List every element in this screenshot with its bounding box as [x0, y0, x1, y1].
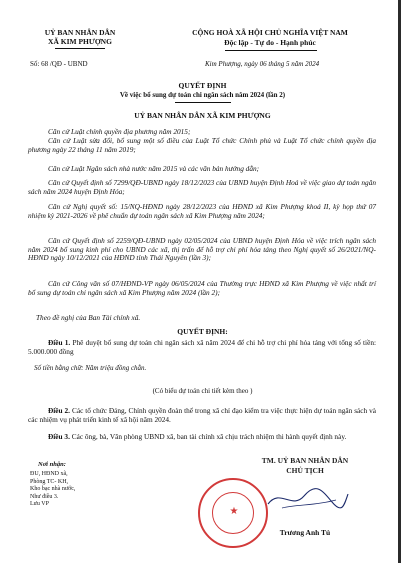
nation-name: CỘNG HOÀ XÃ HỘI CHỦ NGHĨA VIỆT NAM [192, 28, 348, 37]
signature-line1: TM. UỶ BAN NHÂN DÂN [261, 456, 349, 465]
issuing-authority: UỶ BAN NHÂN DÂN XÃ KIM PHƯỢNG [134, 111, 271, 120]
legal-basis: Căn cứ Quyết định số 7299/QĐ-UBND ngày 18/12/2023 của UBND huyện Định Hoá về việc giao dự toán ngân sách năm 2024 huyện Định Hóa; [28, 178, 376, 196]
legal-basis: Theo đề nghị của Ban Tài chính xã. [36, 313, 141, 322]
legal-basis: Căn cứ Luật Ngân sách nhà nước năm 2015 và các văn bản hướng dẫn; [48, 164, 260, 173]
recipients-title: Nơi nhận: [38, 461, 66, 468]
agency-underline [55, 48, 105, 49]
article-1 [28, 339, 376, 356]
document-type: QUYẾT ĐỊNH [178, 81, 227, 90]
document-subject: Về việc bổ sung dự toán chi ngân sách năm 2024 (lần 2) [119, 91, 286, 99]
legal-basis: Căn cứ Quyết định số 2259/QĐ-UBND ngày 02/05/2024 của UBND huyện Định Hóa về việc trích ngân sách năm 2024 bổ sung kinh phí cho UBND các xã, thị trấn để hỗ trợ chi phí hỏa táng theo Nghị quyết số 26/2021/NQ-HĐND ngày 10/12/2021 của HĐND tỉnh Thái Nguyên (lần 3); [28, 236, 376, 263]
legal-basis: Căn cứ Công văn số 07/HĐND-VP ngày 06/05/2024 của Thường trực HĐND xã Kim Phượng về việc nhất trí bổ sung dự toán chi ngân sách xã Kim Phượng năm 2024 (lần 2); [28, 279, 376, 297]
article-3-label: Điều 3. [48, 432, 70, 441]
recipient-item: Kho bạc nhà nước, [30, 486, 76, 492]
article-2 [28, 407, 376, 424]
article-2-label: Điều 2. [48, 406, 71, 415]
recipient-item: Phòng TC- KH, [30, 478, 69, 485]
document-number: Số: 68 /QĐ - UBND [30, 60, 88, 68]
article-1-label: Điều 1. [48, 338, 71, 347]
legal-basis: Căn cứ Luật sửa đổi, bổ sung một số điều của Luật Tổ chức Chính phủ và Luật Tổ chức chính quyền địa phương ngày 22 tháng 11 năm 2019; [28, 136, 376, 154]
subject-underline [175, 102, 231, 103]
place-date: Kim Phượng, ngày 06 tháng 5 năm 2024 [205, 60, 320, 68]
signer-name: Trương Anh Tú [279, 528, 331, 537]
recipient-item: Như điều 3. [30, 493, 59, 500]
amount-in-words: Số tiền bằng chữ: Năm triệu đồng chẵn. [34, 364, 147, 372]
legal-basis: Căn cứ Nghị quyết số: 15/NQ-HĐND ngày 28/12/2023 của HĐND xã Kim Phượng khoá II, kỳ họp thứ 07 nhiệm kỳ 2021-2026 về phê chuẩn dự toán ngân sách xã Kim Phượng năm 2024; [28, 202, 376, 220]
decision-heading: QUYẾT ĐỊNH: [177, 327, 228, 336]
annex-note: (Có biểu dự toán chi tiết kèm theo ) [152, 387, 253, 395]
seal-emblem-icon: ★ [212, 492, 254, 534]
signature-line2: CHỦ TỊCH [286, 466, 324, 475]
motto-underline [225, 50, 317, 51]
recipient-item: ĐU, HĐND xã, [30, 471, 68, 477]
article-1-text: Phê duyệt bổ sung dự toán chi ngân sách xã năm 2024 để chi hỗ trợ chi phí hỏa táng với tổng số tiền: 5.000.000 đồng [28, 338, 376, 356]
agency-name-line1: UỶ BAN NHÂN DÂN [44, 28, 116, 37]
article-2-text: Các tổ chức Đảng, Chính quyền đoàn thể trong xã chỉ đạo kiểm tra việc thực hiện dự toán ngân sách và các nhiệm vụ phát triển kinh tế xã hội năm 2024. [28, 406, 377, 424]
recipient-item: Lưu VP [30, 501, 49, 507]
handwritten-signature [262, 484, 352, 514]
article-3 [28, 433, 376, 442]
agency-name-line2: XÃ KIM PHƯỢNG [48, 37, 112, 46]
article-3-text: Các ông, bà, Văn phòng UBND xã, ban tài chính xã chịu trách nhiệm thi hành quyết định này. [71, 432, 347, 441]
legal-basis: Căn cứ Luật chính quyền địa phương năm 2015; [48, 127, 191, 136]
recipients-list [30, 471, 75, 509]
national-motto: Độc lập - Tự do - Hạnh phúc [224, 38, 316, 47]
